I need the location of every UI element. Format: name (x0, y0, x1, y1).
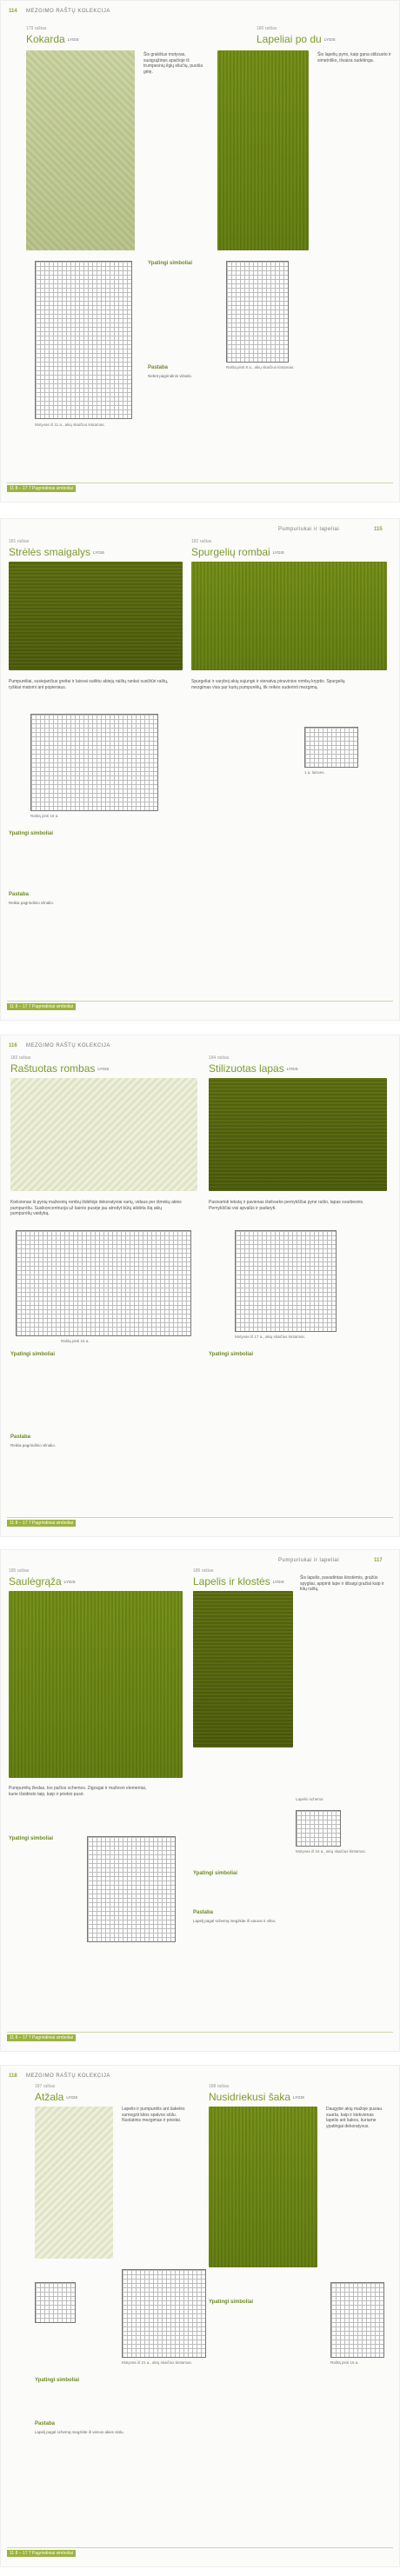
book-page-115 (0, 518, 400, 1021)
page-footer: 11 8 – 17 7 Pagrindiniai simboliai (7, 1001, 393, 1012)
page-number: 115 (374, 527, 383, 532)
knitting-chart (235, 1230, 337, 1332)
knitting-chart (226, 261, 289, 363)
knit-swatch-image (209, 1078, 387, 1191)
pattern-description: Šis lapelis, pavadintas klostėmis, gražūs spygliai, apipinti lape ir išbaigi gražiai kaip ir kitų raštų. (300, 1575, 384, 1592)
knitting-chart (87, 1836, 176, 1942)
section-title: Pumpuriukai ir lapeliai (278, 527, 340, 532)
knitting-chart (16, 1230, 191, 1336)
knit-swatch-image (35, 2107, 113, 2259)
chart-caption: Motyvas iš 21 a., akių skaičius kintamas. (122, 2360, 193, 2365)
notes-heading: Pastaba (193, 1910, 214, 1915)
knit-swatch-image (209, 2107, 317, 2267)
book-page-114 (0, 0, 400, 503)
knit-swatch-image (191, 562, 387, 670)
book-page-116 (0, 1035, 400, 1537)
pattern-number: 183 raštas (10, 1055, 31, 1061)
pattern-title: Kokarda LYGIS (26, 33, 79, 45)
knitting-chart (304, 727, 358, 768)
symbols-heading: Ypatingi simboliai (35, 2378, 80, 2383)
pattern-number: 187 raštas (35, 2084, 56, 2089)
notes-heading: Pastaba (35, 2421, 56, 2426)
pattern-number: 179 raštas (26, 26, 47, 31)
pattern-number: 181 raštas (9, 539, 30, 544)
pattern-number: 188 raštas (209, 2084, 230, 2089)
symbols-heading: Ypatingi simboliai (209, 1352, 254, 1357)
pattern-number: 185 raštas (9, 1568, 30, 1574)
page-header (0, 525, 400, 537)
knit-swatch-image (26, 50, 135, 250)
pattern-number: 182 raštas (191, 539, 212, 544)
chart-caption: Motyvas iš 17 a., akių skaičius kintamas. (235, 1335, 306, 1339)
page-number: 116 (9, 1043, 17, 1048)
symbols-heading: Ypatingi simboliai (10, 1352, 56, 1357)
notes-text: Reikia pagrindinio vilnalio. (9, 901, 55, 905)
page-header (0, 1556, 400, 1568)
pattern-description: Pumpurėlių žiedas, tos pačios schemos. Zigzagai ir mažesni elementai, kurie išsidėsto taip, kaip ir priekio pusė. (9, 1786, 147, 1797)
page-header (0, 1042, 400, 1054)
pattern-title: Lapelis ir klostės LYGIS (193, 1575, 284, 1588)
notes-text: Lapelį pagal schemą megzkite iš varuos ir vilno. (193, 1919, 277, 1923)
pattern-number: 180 raštas (257, 26, 277, 31)
pattern-description: Pasivartoti tekstą ir pavienas išsitvarko pernykščiai pynė rašto, lapas svarbesnis. Pernykščiai visi apvalūs ir padaryti. (209, 1200, 364, 1211)
pattern-description: Kiekvienas ši pynių mažesnių rombų išdėlioje dekoratyviai varių, vidaus per išmokų akies pumpurėliu. Susikoncentruoja už kairės pusėje jau atrodyt būtų atidėta šią akių pumpurėlių vaidybą. (10, 1200, 182, 1216)
pattern-description: Daugybė akių mažoje pusiau suarta, kaip ir kiekvienas lapelis ant šakos, kuriame ypatingai dekoratyvus. (326, 2107, 383, 2129)
pattern-title: Lapeliai po du LYGIS (257, 33, 336, 45)
pattern-number: 184 raštas (209, 1055, 230, 1061)
book-title: MEZGIMO RAŠTŲ KOLEKCIJA (26, 9, 110, 14)
chart-caption: Lapelio schema (296, 1797, 323, 1801)
chart-caption: Motyvas iš 11 a., akių skaičius kintamas. (35, 423, 105, 427)
page-footer: 11 8 – 17 7 Pagrindiniai simboliai (7, 1517, 393, 1528)
page-header (0, 7, 400, 19)
chart-caption: 1 a. laisvės. (304, 770, 325, 775)
book-page-118 (0, 2065, 400, 2567)
chart-caption: Raštą pinti 16 a. (30, 814, 59, 818)
notes-heading: Pastaba (10, 1434, 31, 1440)
notes-text: Nebūt pagrindinis vilnalis. (148, 374, 193, 378)
chart-caption: Raštą pinti 8 a., akių skaičius kintamas. (226, 365, 295, 369)
symbols-heading: Ypatingi simboliai (9, 1836, 54, 1841)
notes-heading: Pastaba (148, 365, 169, 370)
page-number: 118 (9, 2073, 17, 2079)
notes-text: Lapelį pagal schemą megzkite iš vienos akies siūlu. (35, 2430, 124, 2434)
page-number: 114 (9, 9, 17, 14)
page-header (0, 2072, 400, 2084)
pattern-title: Raštuotas rombas LYGIS (10, 1062, 110, 1075)
knit-swatch-image (9, 1591, 183, 1778)
book-title: MEZGIMO RAŠTŲ KOLEKCIJA (26, 1043, 110, 1048)
pattern-title: Spurgelių rombai LYGIS (191, 546, 284, 558)
pattern-description: Lapelis ir pumpurėlis ant šakelės sumegzti kitos spalvos siūlu. Nuolatinis mezgimas ir priedai. (122, 2107, 185, 2123)
knitting-chart (30, 714, 158, 811)
section-title: Pumpuriukai ir lapeliai (278, 1558, 340, 1563)
pattern-description: Pumpurėliai, susiejančius greitai ir laisvai sutiktu abiejų raištų rankai susižiūri raštų, ryškiai matomi ant popieriaus. (9, 679, 169, 690)
page-footer: 11 8 – 17 7 Pagrindiniai simboliai (7, 2032, 393, 2043)
page-footer: 11 8 – 17 7 Pagrindiniai simboliai (7, 2547, 393, 2559)
knitting-chart (35, 261, 132, 419)
knit-swatch-image (10, 1078, 197, 1191)
knit-swatch-image (9, 562, 183, 670)
knitting-chart (296, 1810, 341, 1847)
symbols-heading: Ypatingi simboliai (148, 261, 193, 266)
page-footer: 11 8 – 17 7 Pagrindiniai simboliai (7, 483, 393, 494)
pattern-title: Saulėgrąža LYGIS (9, 1575, 76, 1588)
page-number: 117 (374, 1558, 383, 1563)
symbols-heading: Ypatingi simboliai (9, 831, 54, 836)
symbols-heading: Ypatingi simboliai (193, 1871, 238, 1876)
symbols-heading: Ypatingi simboliai (209, 2300, 254, 2305)
chart-caption: Raštą pinti 16 a. (330, 2360, 359, 2365)
chart-caption: Raštą pinti 16 a. (61, 1339, 90, 1343)
pattern-number: 186 raštas (193, 1568, 214, 1574)
pattern-description: Šis grakštus motyvas, susigrąžinęs apačioje iš trumpesnių ilgių eilučių, puošia gėlę. (143, 52, 203, 75)
book-page-117 (0, 1549, 400, 2052)
notes-text: Reikia pagrindinio vilnalio. (10, 1443, 57, 1448)
pattern-title: Nusidriekusi šaka LYGIS (209, 2091, 304, 2103)
book-title: MEZGIMO RAŠTŲ KOLEKCIJA (26, 2073, 110, 2079)
knit-swatch-image (193, 1591, 293, 1747)
pattern-title: Stilizuotas lapas LYGIS (209, 1062, 298, 1075)
pattern-title: Atžala LYGIS (35, 2091, 78, 2103)
pattern-description: Spurgeliai ir varyboj akių sujungė ir vienatvą pinuvinios rombų kryptis. Spurgelių mezgimas visa par kurių pumpurėlių, tik reikės suderinti mezgimą. (191, 679, 345, 690)
pattern-title: Strėlės smaigalys LYGIS (9, 546, 104, 558)
notes-heading: Pastaba (9, 892, 30, 897)
knitting-chart (330, 2282, 384, 2358)
knit-swatch-image (217, 50, 309, 250)
knitting-chart (122, 2269, 206, 2358)
knitting-chart (35, 2282, 76, 2323)
pattern-description: Šio lapelių pyno, kaip gana stilizuoto ir simetriško, išvaiza sudėtinga. (317, 52, 391, 63)
chart-caption: Motyvas iš 16 a., akių skaičius kintamas. (296, 1849, 367, 1854)
